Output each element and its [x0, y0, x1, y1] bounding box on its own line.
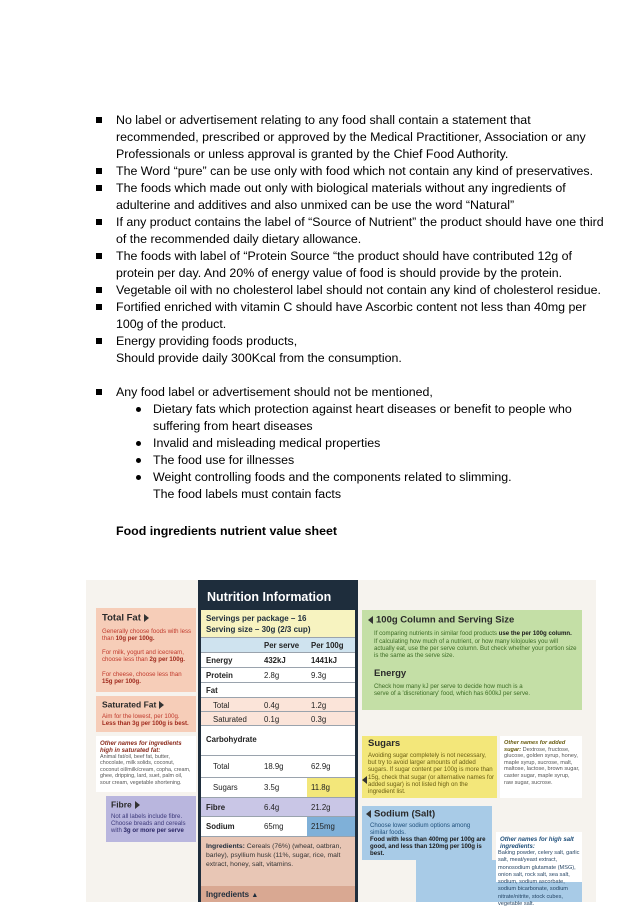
fibre-text: Not all labels include fibre. Choose breads and cereals with — [111, 813, 186, 835]
row-per-serve: 3.5g — [264, 783, 280, 792]
square-bullet-icon — [96, 117, 102, 123]
table-row — [201, 711, 355, 725]
square-bullet-icon — [96, 168, 102, 174]
total-fat-line3: For cheese, choose less than — [102, 671, 182, 678]
row-per-serve: 2.8g — [264, 671, 280, 680]
column-per-100g: Per 100g — [311, 641, 344, 650]
table-row — [201, 777, 355, 797]
column-guidance-text1: If comparing nutrients in similar food products — [374, 630, 497, 637]
sub-list-item — [0, 469, 638, 503]
sodium-text: Choose lower sodium options among similar foods. — [370, 822, 471, 837]
table-row — [201, 667, 355, 682]
other-sugar-title: Other names for added sugar: — [504, 740, 566, 753]
row-label: Fat — [206, 686, 218, 695]
row-per-100g: 215mg — [311, 822, 335, 831]
serving-size: Serving size – 30g (2/3 cup) — [206, 625, 311, 634]
total-fat-box — [96, 608, 196, 692]
rule-text: The foods which made out only with biological materials without any ingredients of adulterine and additives and also unmixed can be use the word “Natural” — [116, 181, 566, 212]
column-guidance-title: 100g Column and Serving Size — [376, 614, 515, 626]
total-fat-title: Total Fat — [102, 612, 141, 624]
saturated-fat-title: Saturated Fat — [102, 699, 157, 710]
sub-list-item — [0, 452, 638, 469]
total-fat-line2: For milk, yogurt and icecream, choose less than — [102, 649, 184, 664]
table-row — [201, 797, 355, 816]
other-fat-title: Other names for ingredients high in saturated fat: — [100, 740, 182, 755]
column-per-serve: Per serve — [264, 641, 300, 650]
square-bullet-icon — [96, 219, 102, 225]
row-per-serve: 0.1g — [264, 715, 280, 724]
column-guidance-text2: If calculating how much of a nutrient, or how many kilojoules you will actually eat, use the per serve column. But check whether your portion size is the same as the serve size. — [374, 638, 577, 660]
arrow-left-icon — [368, 616, 373, 624]
total-fat-line2-bold: 2g per 100g. — [149, 656, 186, 664]
ingredients-label: Ingredients: — [206, 843, 245, 850]
square-bullet-icon — [96, 287, 102, 293]
rule-text: Energy providing foods products, — [116, 334, 298, 348]
arrow-left-icon — [362, 776, 367, 784]
energy-title: Energy — [374, 668, 407, 679]
sugars-text: Avoiding sugar completely is not necessary, but try to avoid larger amounts of added sugars. If sugar content per 100g is more than 15g, check that sugar (or alternative names for added sugar) is not listed high on the ingredient list. — [368, 752, 495, 796]
row-per-100g: 11.8g — [311, 783, 330, 792]
nutrition-table — [198, 580, 358, 902]
fibre-title: Fibre — [111, 799, 132, 810]
table-row — [201, 755, 355, 777]
list-item — [0, 112, 638, 163]
nutrition-table-title: Nutrition Information — [201, 580, 355, 610]
row-label: Saturated — [213, 715, 247, 724]
other-salt-text: Baking powder, celery salt, garlic salt, meat/yeast extract, monosodium glutamate (MSG), onion salt, rock salt, sea salt, sodium, sodium ascorbate, sodium bicarbonate, sodium nitrate/nitrite, stock cubes, vegetable salt. — [498, 850, 580, 908]
servings-per-package: Servings per package – 16 — [206, 614, 307, 623]
ingredients-footer — [201, 886, 355, 902]
list-item — [0, 214, 638, 248]
sub-item-text-continued: The food labels must contain facts — [153, 487, 342, 501]
ingredients-footer-label: Ingredients — [206, 890, 250, 899]
rule-text: The foods with label of “Protein Source “the product should have contributed 12g of protein per day. And 20% of energy value of food is should provide by the protein. — [116, 249, 572, 280]
list-item — [0, 384, 638, 401]
row-label: Protein — [206, 671, 233, 680]
list-item — [0, 333, 638, 367]
sub-list-item — [0, 435, 638, 452]
round-bullet-icon — [136, 475, 141, 480]
rule-text: Vegetable oil with no cholesterol label should not contain any kind of cholesterol residue. — [116, 283, 601, 297]
other-salt-title: Other names for high salt ingredients: — [500, 836, 574, 851]
row-per-serve: 6.4g — [264, 803, 280, 812]
row-label: Sodium — [206, 822, 235, 831]
square-bullet-icon — [96, 253, 102, 259]
fibre-box — [106, 796, 196, 842]
sub-item-text: Dietary fats which protection against heart diseases or benefit to people who suffering from heart diseases — [153, 402, 572, 433]
row-per-100g: 21.2g — [311, 803, 331, 812]
other-sugar-names-box — [500, 736, 582, 798]
prohibited-intro: Any food label or advertisement should not be mentioned, — [116, 385, 433, 399]
table-row — [201, 697, 355, 711]
ingredients-text: Cereals (76%) (wheat, oatbran, barley), psyllium husk (11%, sugar, rice, malt extract, honey, salt, vitamins. — [206, 843, 342, 868]
row-per-serve: 18.9g — [264, 762, 284, 771]
arrow-right-icon — [144, 614, 149, 622]
row-label: Energy — [206, 656, 233, 665]
saturated-fat-line1: Aim for the lowest, per 100g. — [102, 713, 180, 720]
other-sugar-text: Dextrose, fructose, glucose, golden syrup, honey, maple syrup, sucrose, malt, maltose, lactose, brown sugar, caster sugar, maple syrup, raw sugar, sucrose. — [504, 746, 580, 786]
row-per-100g: 9.3g — [311, 671, 327, 680]
square-bullet-icon — [96, 304, 102, 310]
row-label: Carbohydrate — [206, 735, 257, 744]
row-per-100g: 1441kJ — [311, 656, 338, 665]
arrow-left-icon — [366, 810, 371, 818]
table-row — [201, 725, 355, 755]
sodium-text-bold: Food with less than 400mg per 100g are good, and less than 120mg per 100g is best. — [370, 836, 486, 858]
list-item — [0, 180, 638, 214]
other-fat-text: Animal fat/oil, beef fat, butter, chocolate, milk solids, coconut, coconut oil/milk/cream, copha, cream, ghee, dripping, lard, suet, palm oil, sour cream, vegetable shortening. — [100, 754, 191, 786]
list-item — [0, 248, 638, 282]
sugars-box — [362, 736, 497, 798]
energy-text: Check how many kJ per serve to decide how much is a serve of a 'discretionary' food, which has 600kJ per serve. — [374, 683, 531, 698]
list-item — [0, 163, 638, 180]
arrow-up-icon: ▲ — [251, 892, 259, 899]
servings-block — [201, 610, 355, 637]
row-per-serve: 432kJ — [264, 656, 286, 665]
rule-text: No label or advertisement relating to any food shall contain a statement that recommended, prescribed or approved by the Medical Practitioner, Association or any Professionals or unless approval is granted by the Chief Food Authority. — [116, 113, 586, 161]
row-label: Total — [213, 762, 230, 771]
list-item — [0, 282, 638, 299]
table-row — [201, 652, 355, 667]
row-per-serve: 65mg — [264, 822, 284, 831]
column-guidance-text1-bold: use the per 100g column. — [498, 630, 572, 637]
total-fat-line1-bold: 10g per 100g. — [115, 635, 155, 643]
row-per-100g: 62.9g — [311, 762, 331, 771]
fibre-text-bold: 3g or more per serve — [123, 827, 184, 835]
total-fat-line3-bold: 15g per 100g. — [102, 678, 141, 686]
sub-item-text: Weight controlling foods and the components related to slimming. — [153, 470, 512, 484]
section-heading: Food ingredients nutrient value sheet — [116, 524, 337, 538]
rules-list — [0, 112, 638, 503]
row-label: Fibre — [206, 803, 226, 812]
round-bullet-icon — [136, 407, 141, 412]
rule-text-continued: Should provide daily 300Kcal from the consumption. — [116, 351, 402, 365]
rule-text: Fortified enriched with vitamin C should have Ascorbic content not less than 40mg per 100g of the product. — [116, 300, 587, 331]
sub-list-item — [0, 401, 638, 435]
sub-item-text: The food use for illnesses — [153, 453, 295, 467]
row-per-100g: 1.2g — [311, 701, 327, 710]
sodium-title: Sodium (Salt) — [374, 808, 436, 820]
row-label: Sugars — [213, 783, 238, 792]
square-bullet-icon — [96, 185, 102, 191]
rule-text: The Word “pure” can be use only with food which not contain any kind of preservatives. — [116, 164, 594, 178]
round-bullet-icon — [136, 458, 141, 463]
arrow-right-icon — [159, 701, 164, 709]
square-bullet-icon — [96, 338, 102, 344]
column-guidance-box — [362, 610, 582, 710]
sugars-title: Sugars — [368, 738, 401, 749]
arrow-right-icon — [135, 801, 140, 809]
row-per-100g: 0.3g — [311, 715, 327, 724]
list-item — [0, 299, 638, 333]
row-per-serve: 0.4g — [264, 701, 280, 710]
square-bullet-icon — [96, 389, 102, 395]
rule-text: If any product contains the label of “Source of Nutrient” the product should have one third of the recommended daily dietary allowance. — [116, 215, 604, 246]
saturated-fat-box — [96, 696, 196, 732]
table-row — [201, 682, 355, 697]
nutrition-infographic — [86, 580, 596, 908]
other-fat-names-box — [96, 736, 196, 792]
total-fat-line1: Generally choose foods with less than — [102, 628, 192, 643]
ingredients-block — [201, 836, 355, 886]
sub-item-text: Invalid and misleading medical properties — [153, 436, 381, 450]
table-header-row — [201, 637, 355, 652]
round-bullet-icon — [136, 441, 141, 446]
saturated-fat-line2: Less than 3g per 100g is best. — [102, 720, 189, 727]
table-row — [201, 816, 355, 836]
row-label: Total — [213, 701, 230, 710]
